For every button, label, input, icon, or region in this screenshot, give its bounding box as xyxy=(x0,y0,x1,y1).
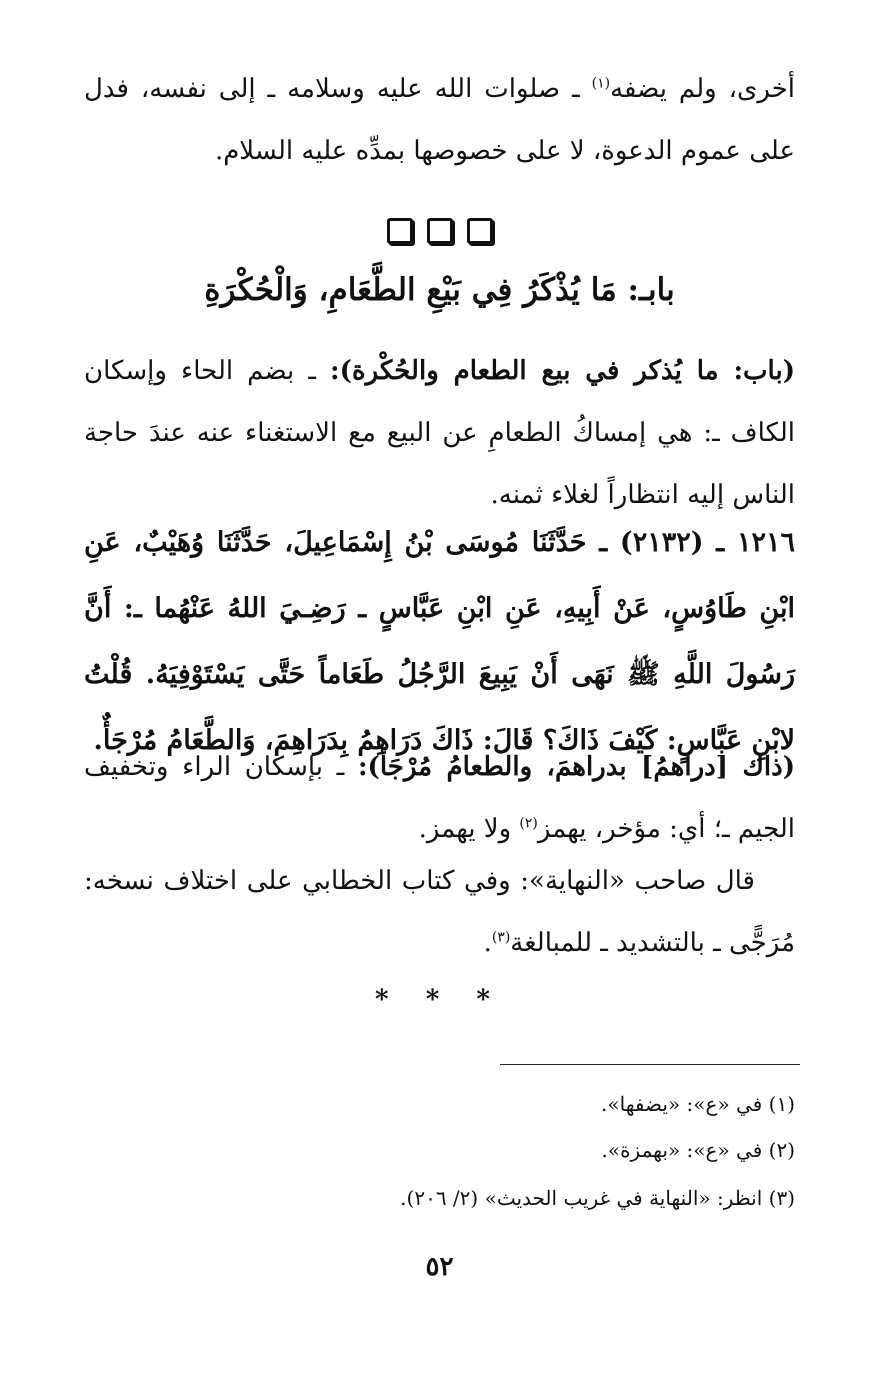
text-span: ـ بإسكان الراء وتخفيف الجيم ـ؛ أي: مؤخر، يهمز xyxy=(84,752,795,844)
text-span: ولا يهمز. xyxy=(418,814,520,844)
chapter-title: بابـ: مَا يُذْكَرُ فِي بَيْعِ الطَّعَامِ، وَالْحُكْرَةِ xyxy=(204,272,675,308)
footnote-marker[interactable]: (٣) xyxy=(491,929,511,946)
square-icon xyxy=(427,218,453,244)
footnote-3: (٣) انظر: «النهاية في غريب الحديث» (٢/ ٢٠٦). xyxy=(400,1186,795,1210)
definition-paragraph xyxy=(84,340,795,526)
explanation-paragraph xyxy=(84,736,795,860)
text-span: ـ صلوات الله عليه وسلامه ـ إلى نفسه، فدل على عموم الدعوة، لا على خصوصها بمدِّه عليه السلام. xyxy=(84,74,795,166)
explanation-heading: (ذاك [دراهمُ] بدراهمَ، والطعامُ مُرْجَأ): xyxy=(357,752,795,782)
footnote-1: (١) في «ع»: «يضفها». xyxy=(601,1092,795,1116)
text-span: أخرى، ولم يضفه xyxy=(610,74,795,104)
page-number: ٥٢ xyxy=(425,1252,454,1282)
square-icon xyxy=(467,218,493,244)
text-span: . xyxy=(483,928,492,958)
footnote-marker[interactable]: (٢) xyxy=(519,815,538,832)
text-span: ـ بضم الحاء وإسكان الكاف ـ: هي إمساكُ الطعامِ عن البيع مع الاستغناء عنه عندَ حاجة الناس إليه انتظاراً لغلاء ثمنه. xyxy=(84,356,795,510)
footnote-2: (٢) في «ع»: «بهمزة». xyxy=(601,1138,795,1162)
section-divider-squares xyxy=(0,218,879,244)
text-span: قال صاحب «النهاية»: وفي كتاب الخطابي على اختلاف نسخه: مُرَجًّى ـ بالتشديد ـ للمبالغة xyxy=(84,866,795,958)
opening-paragraph xyxy=(84,58,795,182)
hadith-text: ١٢١٦ ـ (٢١٣٢) ـ حَدَّثَنَا مُوسَى بْنُ إِسْمَاعِيلَ، حَدَّثَنَا وُهَيْبٌ، عَنِ ابْنِ طَاوُسٍ، عَنْ أَبِيهِ، عَنِ ابْنِ عَبَّاسٍ ـ رَضِـيَ اللهُ عَنْهُما ـ: أَنَّ رَسُولَ اللَّهِ ﷺ نَهَى أَنْ يَبِيعَ الرَّجُلُ طَعَاماً حَتَّى يَسْتَوْفِيَهُ. قُلْتُ لابْنِ عَبَّاسٍ: كَيْفَ ذَاكَ؟ قَالَ: ذَاكَ دَرَاهِمُ بِدَرَاهِمَ، وَالطَّعَامُ مُرْجَأٌ. xyxy=(84,527,795,756)
footnote-marker[interactable]: (١) xyxy=(591,75,611,92)
separator-stars: * * * xyxy=(375,985,504,1015)
quote-paragraph xyxy=(84,850,795,974)
square-icon xyxy=(387,218,413,244)
footnote-rule xyxy=(500,1064,800,1065)
definition-heading: (باب: ما يُذكر في بيع الطعام والحُكْرة): xyxy=(330,356,795,386)
